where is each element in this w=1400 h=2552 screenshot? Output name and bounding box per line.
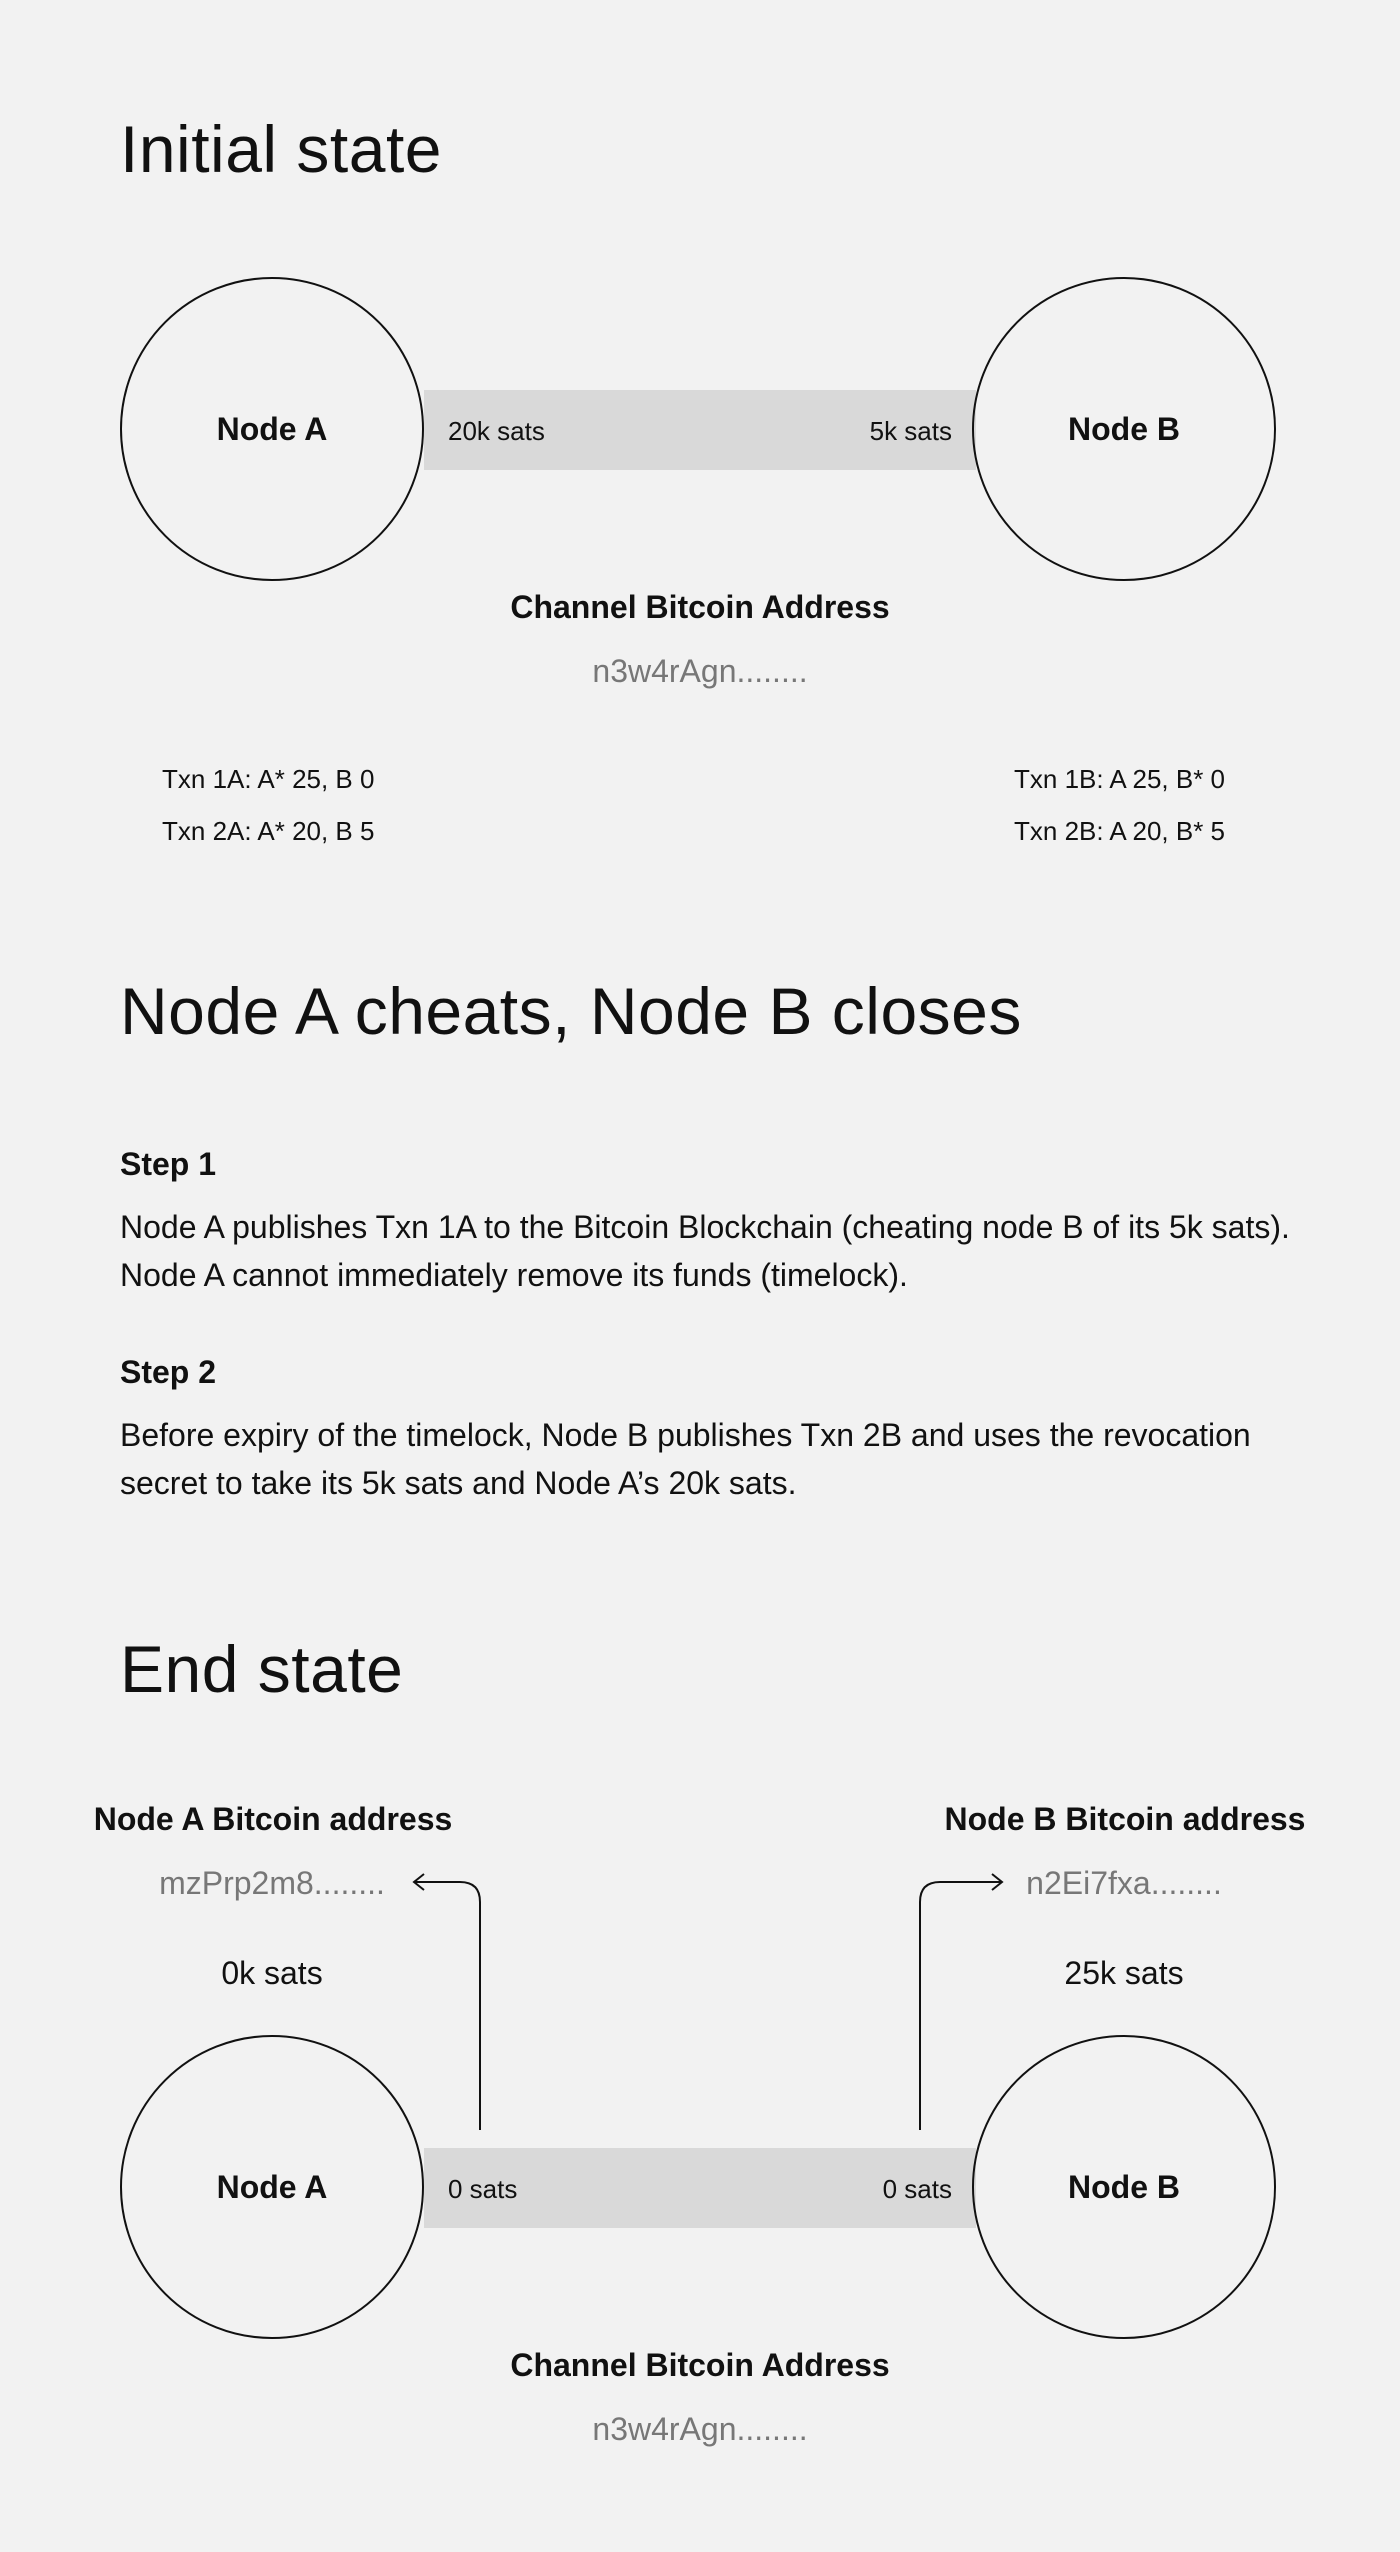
step-2-body: Before expiry of the timelock, Node B publishes Txn 2B and uses the revocation secret to take its 5k sats and Node A’s 20k sats.	[120, 1417, 1251, 1501]
initial-node-a-label: Node A	[216, 410, 328, 447]
end-node-b	[972, 2035, 1276, 2339]
end-channel-address-value: n3w4rAgn........	[592, 2411, 808, 2447]
initial-channel-left-sats: 20k sats	[448, 416, 545, 446]
step-1-title: Step 1	[120, 1146, 217, 1182]
initial-node-a	[120, 277, 424, 581]
step-1-body: Node A publishes Txn 1A to the Bitcoin Blockchain (cheating node B of its 5k sats). Node A cannot immediately remove its funds (timelock).	[120, 1209, 1290, 1293]
initial-state-heading: Initial state	[120, 112, 442, 186]
node-b-balance: 25k sats	[1064, 1955, 1184, 1991]
node-a-address-value: mzPrp2m8........	[159, 1865, 385, 1901]
txn-1a: Txn 1A: A* 25, B 0	[162, 764, 375, 794]
initial-channel-right-sats: 5k sats	[869, 416, 952, 446]
end-node-a	[120, 2035, 424, 2339]
arrow-to-node-a-address	[414, 1882, 480, 2130]
end-channel-address-title: Channel Bitcoin Address	[510, 2347, 890, 2383]
initial-node-b	[972, 277, 1276, 581]
end-channel-right-sats: 0 sats	[882, 2174, 952, 2204]
end-node-a-label: Node A	[216, 2168, 328, 2205]
node-a-address-title: Node A Bitcoin address	[93, 1801, 453, 1837]
node-b-address-value: n2Ei7fxa........	[1026, 1865, 1222, 1901]
end-state-heading: End state	[120, 1632, 404, 1706]
arrow-to-node-b-address	[920, 1882, 1002, 2130]
step-2-title: Step 2	[120, 1354, 217, 1390]
end-channel-left-sats: 0 sats	[448, 2174, 518, 2204]
initial-node-b-label: Node B	[1068, 410, 1180, 447]
txn-1b: Txn 1B: A 25, B* 0	[1014, 764, 1226, 794]
node-b-address-title: Node B Bitcoin address	[944, 1801, 1306, 1837]
txn-2b: Txn 2B: A 20, B* 5	[1014, 816, 1226, 846]
cheat-heading: Node A cheats, Node B closes	[120, 974, 1022, 1048]
txn-2a: Txn 2A: A* 20, B 5	[162, 816, 375, 846]
initial-channel-address-title: Channel Bitcoin Address	[510, 589, 890, 625]
initial-channel-address-value: n3w4rAgn........	[592, 653, 808, 689]
node-a-balance: 0k sats	[221, 1955, 323, 1991]
end-node-b-label: Node B	[1068, 2168, 1180, 2205]
